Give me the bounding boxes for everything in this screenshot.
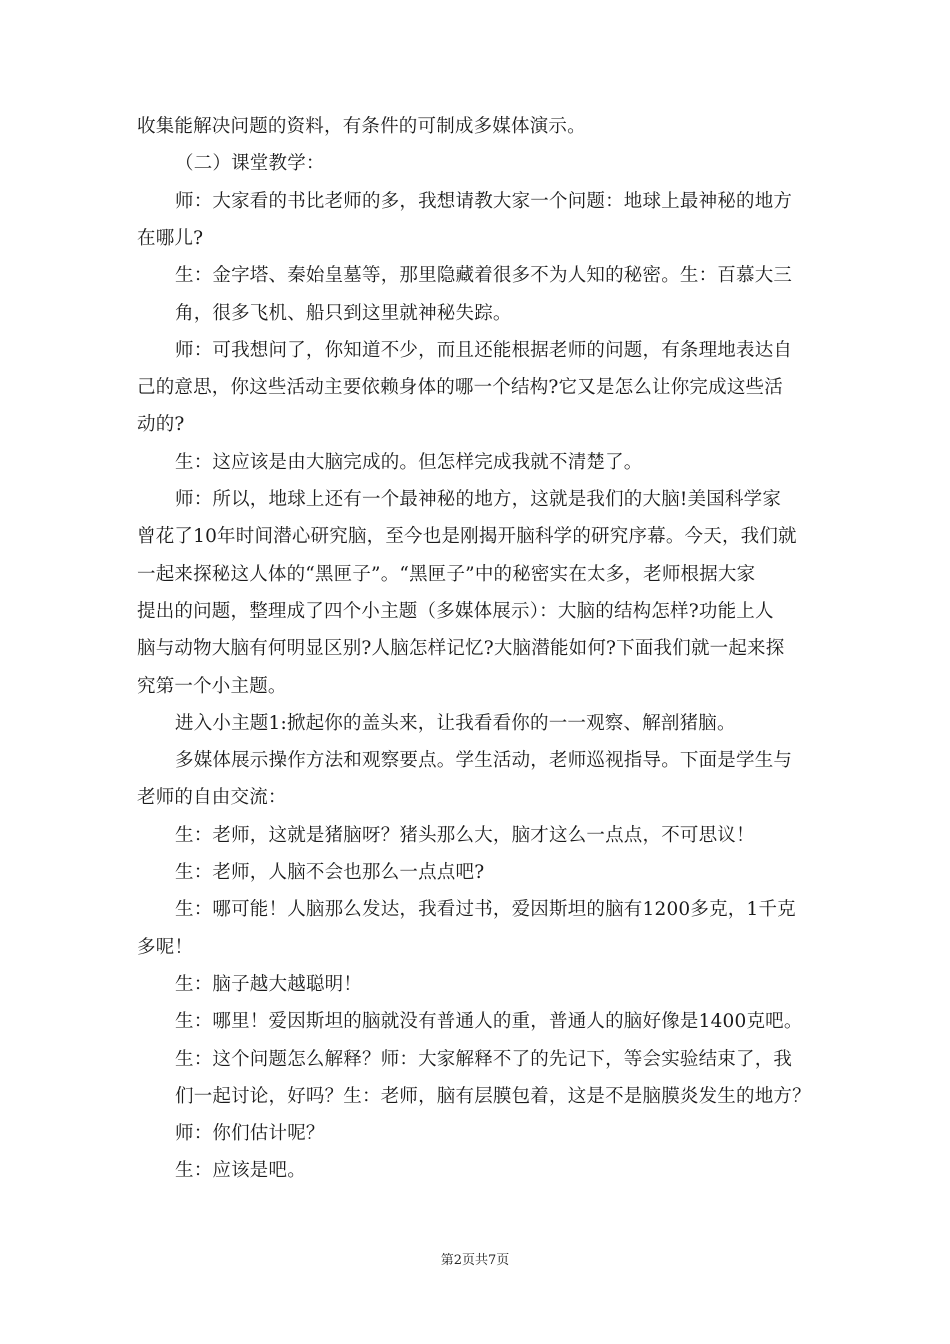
paragraph-line: 生：脑子越大越聪明！ xyxy=(175,974,363,995)
paragraph-line: 己的意思，你这些活动主要依赖身体的哪一个结构?它又是怎么让你完成这些活 xyxy=(137,377,783,398)
paragraph-line: 一起来探秘这人体的“黑匣子”。“黑匣子”中的秘密实在太多，老师根据大家 xyxy=(137,564,756,585)
paragraph-line: 生：应该是吧。 xyxy=(175,1160,306,1181)
paragraph-line: 生：老师，人脑不会也那么一点点吧? xyxy=(175,862,485,883)
paragraph-line: 在哪儿? xyxy=(137,228,204,249)
paragraph-line: 生：金字塔、秦始皇墓等，那里隐藏着很多不为人知的秘密。生：百慕大三 xyxy=(175,265,793,286)
paragraph-line: 角，很多飞机、船只到这里就神秘失踪。 xyxy=(175,303,512,324)
page-footer: 第2页共7页 xyxy=(440,1253,510,1268)
paragraph-line: 动的? xyxy=(137,414,185,435)
paragraph-line: 进入小主题1:掀起你的盖头来，让我看看你的一一观察、解剖猪脑。 xyxy=(175,713,736,734)
paragraph-line: 收集能解决问题的资料，有条件的可制成多媒体演示。 xyxy=(137,116,586,137)
paragraph-line: 曾花了10年时间潜心研究脑，至今也是刚揭开脑科学的研究序幕。今天，我们就 xyxy=(137,526,797,547)
paragraph-line: 师：可我想问了，你知道不少，而且还能根据老师的问题，有条理地表达自 xyxy=(175,340,793,361)
paragraph-line: 生：这应该是由大脑完成的。但怎样完成我就不清楚了。 xyxy=(175,452,643,473)
section-heading: （二）课堂教学： xyxy=(175,153,325,174)
paragraph-line: 多呢！ xyxy=(137,937,194,958)
paragraph-line: 脑与动物大脑有何明显区别?人脑怎样记忆?大脑潜能如何?下面我们就一起来探 xyxy=(137,638,785,659)
paragraph-line: 多媒体展示操作方法和观察要点。学生活动，老师巡视指导。下面是学生与 xyxy=(175,750,793,771)
paragraph-line: 师：你们估计呢？ xyxy=(175,1123,325,1144)
paragraph-line: 提出的问题，整理成了四个小主题（多媒体展示）：大脑的结构怎样?功能上人 xyxy=(137,601,774,622)
paragraph-line: 师：大家看的书比老师的多，我想请教大家一个问题：地球上最神秘的地方 xyxy=(175,191,793,212)
paragraph-line: 生：老师，这就是猪脑呀？猪头那么大，脑才这么一点点，不可思议！ xyxy=(175,825,755,846)
paragraph-line: 生：哪里！爱因斯坦的脑就没有普通人的重，普通人的脑好像是1400克吧。 xyxy=(175,1011,803,1032)
paragraph-line: 生：哪可能！人脑那么发达，我看过书，爱因斯坦的脑有1200多克，1千克 xyxy=(175,899,796,920)
paragraph-line: 老师的自由交流： xyxy=(137,787,287,808)
paragraph-line: 究第一个小主题。 xyxy=(137,676,287,697)
paragraph-line: 们一起讨论，好吗？生：老师，脑有层膜包着，这是不是脑膜炎发生的地方？ xyxy=(175,1086,811,1107)
paragraph-line: 师：所以，地球上还有一个最神秘的地方，这就是我们的大脑!美国科学家 xyxy=(175,489,782,510)
paragraph-line: 生：这个问题怎么解释？师：大家解释不了的先记下，等会实验结束了，我 xyxy=(175,1049,793,1070)
